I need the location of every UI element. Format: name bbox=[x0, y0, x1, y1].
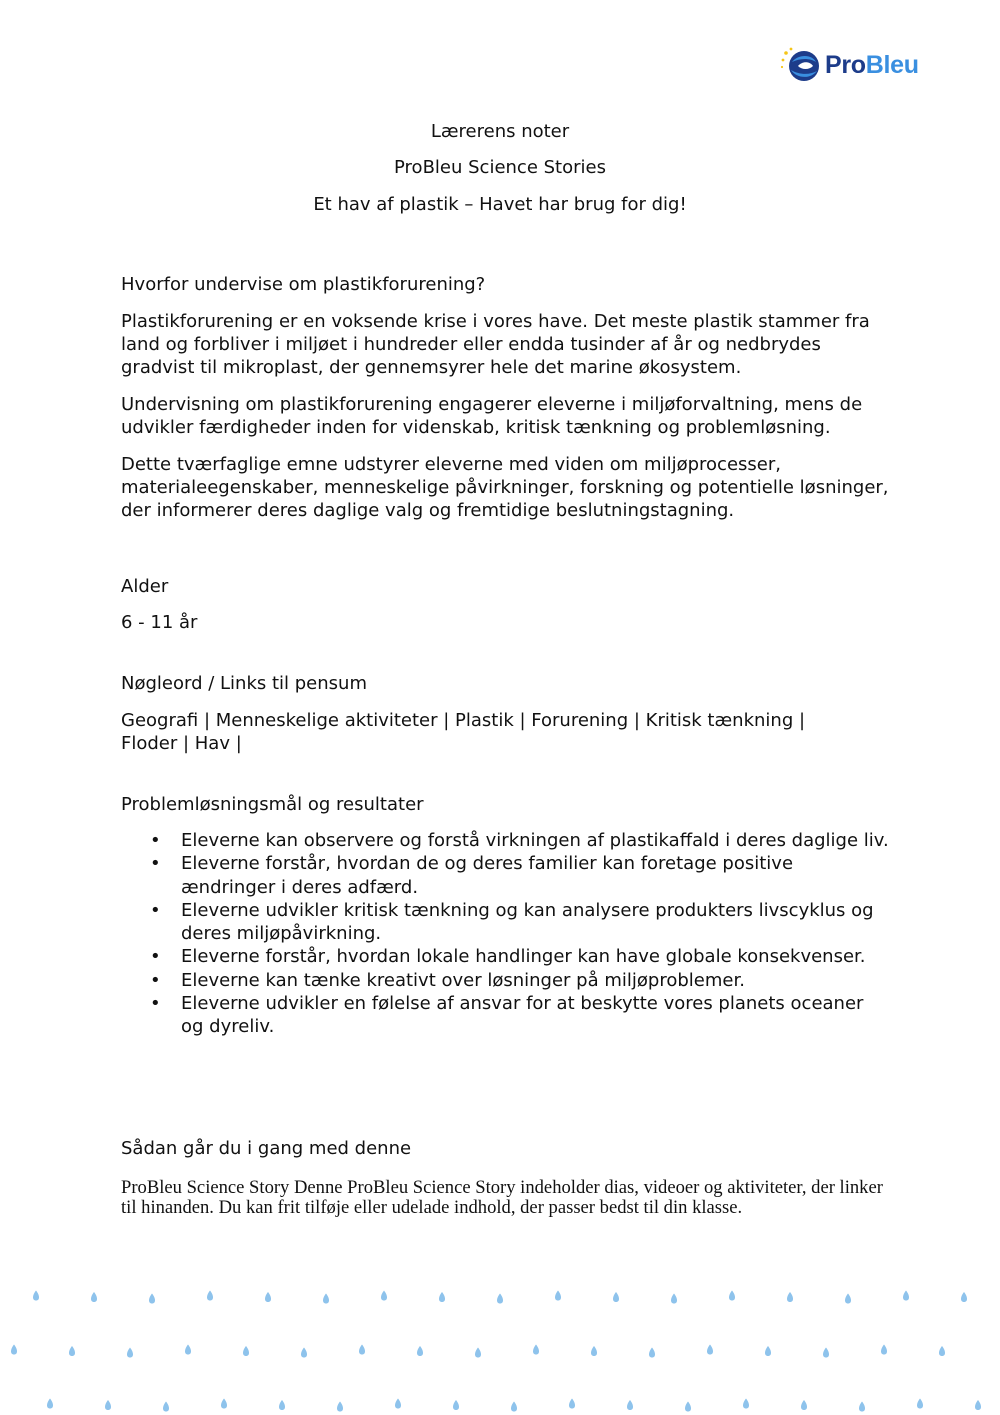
water-drop-icon bbox=[707, 1345, 713, 1355]
water-drop-icon bbox=[221, 1399, 227, 1409]
water-drop-icon bbox=[685, 1402, 691, 1412]
water-drop-icon bbox=[163, 1402, 169, 1412]
water-drop-icon bbox=[127, 1348, 133, 1358]
goals-heading: Problemløsningsmål og resultater bbox=[121, 794, 424, 815]
why-paragraph-2 bbox=[121, 393, 891, 439]
list-item bbox=[121, 992, 891, 1039]
why-paragraph-1-text: Plastikforurening er en voksende krise i vores have. Det meste plastik stammer fra land og forbliver i miljøet i hundreder eller endda tusinder af år og nedbrydes gradvist til mikroplast, der gennemsyrer hele det marine økosystem. bbox=[121, 311, 870, 378]
water-drop-icon bbox=[11, 1345, 17, 1355]
water-drop-icon bbox=[961, 1292, 967, 1302]
why-paragraph-1 bbox=[121, 310, 891, 379]
water-drop-icon bbox=[475, 1348, 481, 1358]
water-drop-icon bbox=[497, 1294, 503, 1304]
why-paragraph-3-text: Dette tværfaglige emne udstyrer eleverne med viden om miljøprocesser, materialeegenskaber, menneskelige påvirkninger, forskning og potentielle løsninger, der informerer deres daglige valg og fremtidige beslutningstagning. bbox=[121, 454, 889, 521]
water-drop-icon bbox=[533, 1345, 539, 1355]
water-drop-icon bbox=[337, 1402, 343, 1412]
doc-story-title: Et hav af plastik – Havet har brug for dig! bbox=[313, 194, 687, 215]
water-drop-icon bbox=[975, 1400, 981, 1410]
water-drop-icon bbox=[649, 1348, 655, 1358]
start-text: ProBleu Science Story Denne ProBleu Science Story indeholder dias, videoer og aktiviteter, der linker til hinanden. Du kan frit tilføje eller udelade indhold, der passer bedst til din klasse. bbox=[121, 1177, 883, 1218]
list-item-text: Eleverne udvikler kritisk tænkning og kan analysere produkters livscyklus og deres miljøpåvirkning. bbox=[181, 899, 874, 945]
water-drop-icon bbox=[823, 1348, 829, 1358]
water-drop-icon bbox=[859, 1402, 865, 1412]
list-item-text: Eleverne kan observere og forstå virkningen af plastikaffald i deres daglige liv. bbox=[181, 830, 889, 851]
logo-text-bleu: Bleu bbox=[865, 50, 919, 79]
list-item-text: Eleverne kan tænke kreativt over løsninger på miljøproblemer. bbox=[181, 969, 745, 991]
list-item-text: Eleverne udvikler en følelse af ansvar for at beskytte vores planets oceaner og dyreliv. bbox=[181, 993, 864, 1038]
age-value: 6 - 11 år bbox=[121, 612, 198, 633]
water-drop-icon bbox=[91, 1292, 97, 1302]
water-drop-icon bbox=[243, 1346, 249, 1356]
water-drop-icon bbox=[47, 1399, 53, 1409]
water-drop-icon bbox=[395, 1399, 401, 1409]
goals-list bbox=[121, 829, 891, 1039]
water-drop-icon bbox=[439, 1292, 445, 1302]
why-paragraph-2-text: Undervisning om plastikforurening engagerer eleverne i miljøforvaltning, mens de udvikler færdigheder inden for videnskab, kritisk tænkning og problemløsning. bbox=[121, 394, 863, 438]
water-drop-icon bbox=[743, 1399, 749, 1409]
water-drop-icon bbox=[555, 1291, 561, 1301]
water-drop-icon bbox=[903, 1291, 909, 1301]
water-drop-icon bbox=[323, 1294, 329, 1304]
water-drop-icon bbox=[417, 1346, 423, 1356]
list-item bbox=[121, 852, 891, 899]
doc-subtitle: ProBleu Science Stories bbox=[394, 157, 606, 178]
start-heading: Sådan går du i gang med denne bbox=[121, 1138, 412, 1159]
list-item bbox=[121, 829, 891, 852]
water-drop-icon bbox=[729, 1291, 735, 1301]
water-drop-icon bbox=[149, 1294, 155, 1304]
water-drop-icon bbox=[33, 1291, 39, 1301]
water-drop-icon bbox=[881, 1345, 887, 1355]
water-drop-icon bbox=[671, 1294, 677, 1304]
doc-title: Lærerens noter bbox=[430, 121, 570, 142]
bullet-dot: • bbox=[150, 969, 161, 991]
water-drop-icon bbox=[105, 1400, 111, 1410]
water-drop-icon bbox=[939, 1346, 945, 1356]
water-drop-icon bbox=[801, 1400, 807, 1410]
decorative-drop-pattern bbox=[0, 1280, 1000, 1415]
probleu-logo-icon bbox=[778, 44, 822, 86]
bullet-dot: • bbox=[150, 899, 161, 921]
probleu-logo bbox=[778, 44, 928, 86]
water-drop-icon bbox=[453, 1400, 459, 1410]
water-drop-icon bbox=[185, 1345, 191, 1355]
water-drop-icon bbox=[845, 1294, 851, 1304]
water-drop-icon bbox=[917, 1399, 923, 1409]
why-paragraph-3 bbox=[121, 453, 891, 522]
bullet-dot: • bbox=[150, 946, 161, 968]
list-item bbox=[121, 899, 891, 946]
logo-text bbox=[825, 51, 919, 80]
bullet-dot: • bbox=[150, 853, 161, 875]
list-item-text: Eleverne forstår, hvordan de og deres familier kan foretage positive ændringer i deres adfærd. bbox=[181, 853, 794, 898]
why-heading: Hvorfor undervise om plastikforurening? bbox=[121, 274, 486, 295]
list-item-text: Eleverne forstår, hvordan lokale handlinger kan have globale konsekvenser. bbox=[181, 946, 866, 968]
water-drop-icon bbox=[69, 1346, 75, 1356]
water-drop-icon bbox=[279, 1400, 285, 1410]
list-item bbox=[121, 969, 891, 992]
list-item bbox=[121, 945, 891, 968]
water-drop-icon bbox=[569, 1399, 575, 1409]
keywords-text: Geografi | Menneskelige aktiviteter | Plastik | Forurening | Kritisk tænkning | Floder | Hav | bbox=[121, 710, 806, 754]
age-heading: Alder bbox=[121, 576, 169, 597]
bullet-dot: • bbox=[150, 830, 161, 851]
water-drop-icon bbox=[359, 1345, 365, 1355]
bullet-dot: • bbox=[150, 993, 161, 1015]
water-drop-icon bbox=[265, 1292, 271, 1302]
water-drop-icon bbox=[381, 1291, 387, 1301]
water-drop-icon bbox=[207, 1291, 213, 1301]
water-drop-icon bbox=[613, 1292, 619, 1302]
keywords-heading: Nøgleord / Links til pensum bbox=[121, 673, 367, 694]
water-drop-icon bbox=[787, 1292, 793, 1302]
water-drop-icon bbox=[511, 1402, 517, 1412]
water-drop-icon bbox=[301, 1348, 307, 1358]
water-drop-icon bbox=[627, 1400, 633, 1410]
water-drop-icon bbox=[765, 1346, 771, 1356]
logo-text-pro: Pro bbox=[825, 50, 866, 79]
water-drop-icon bbox=[591, 1346, 597, 1356]
